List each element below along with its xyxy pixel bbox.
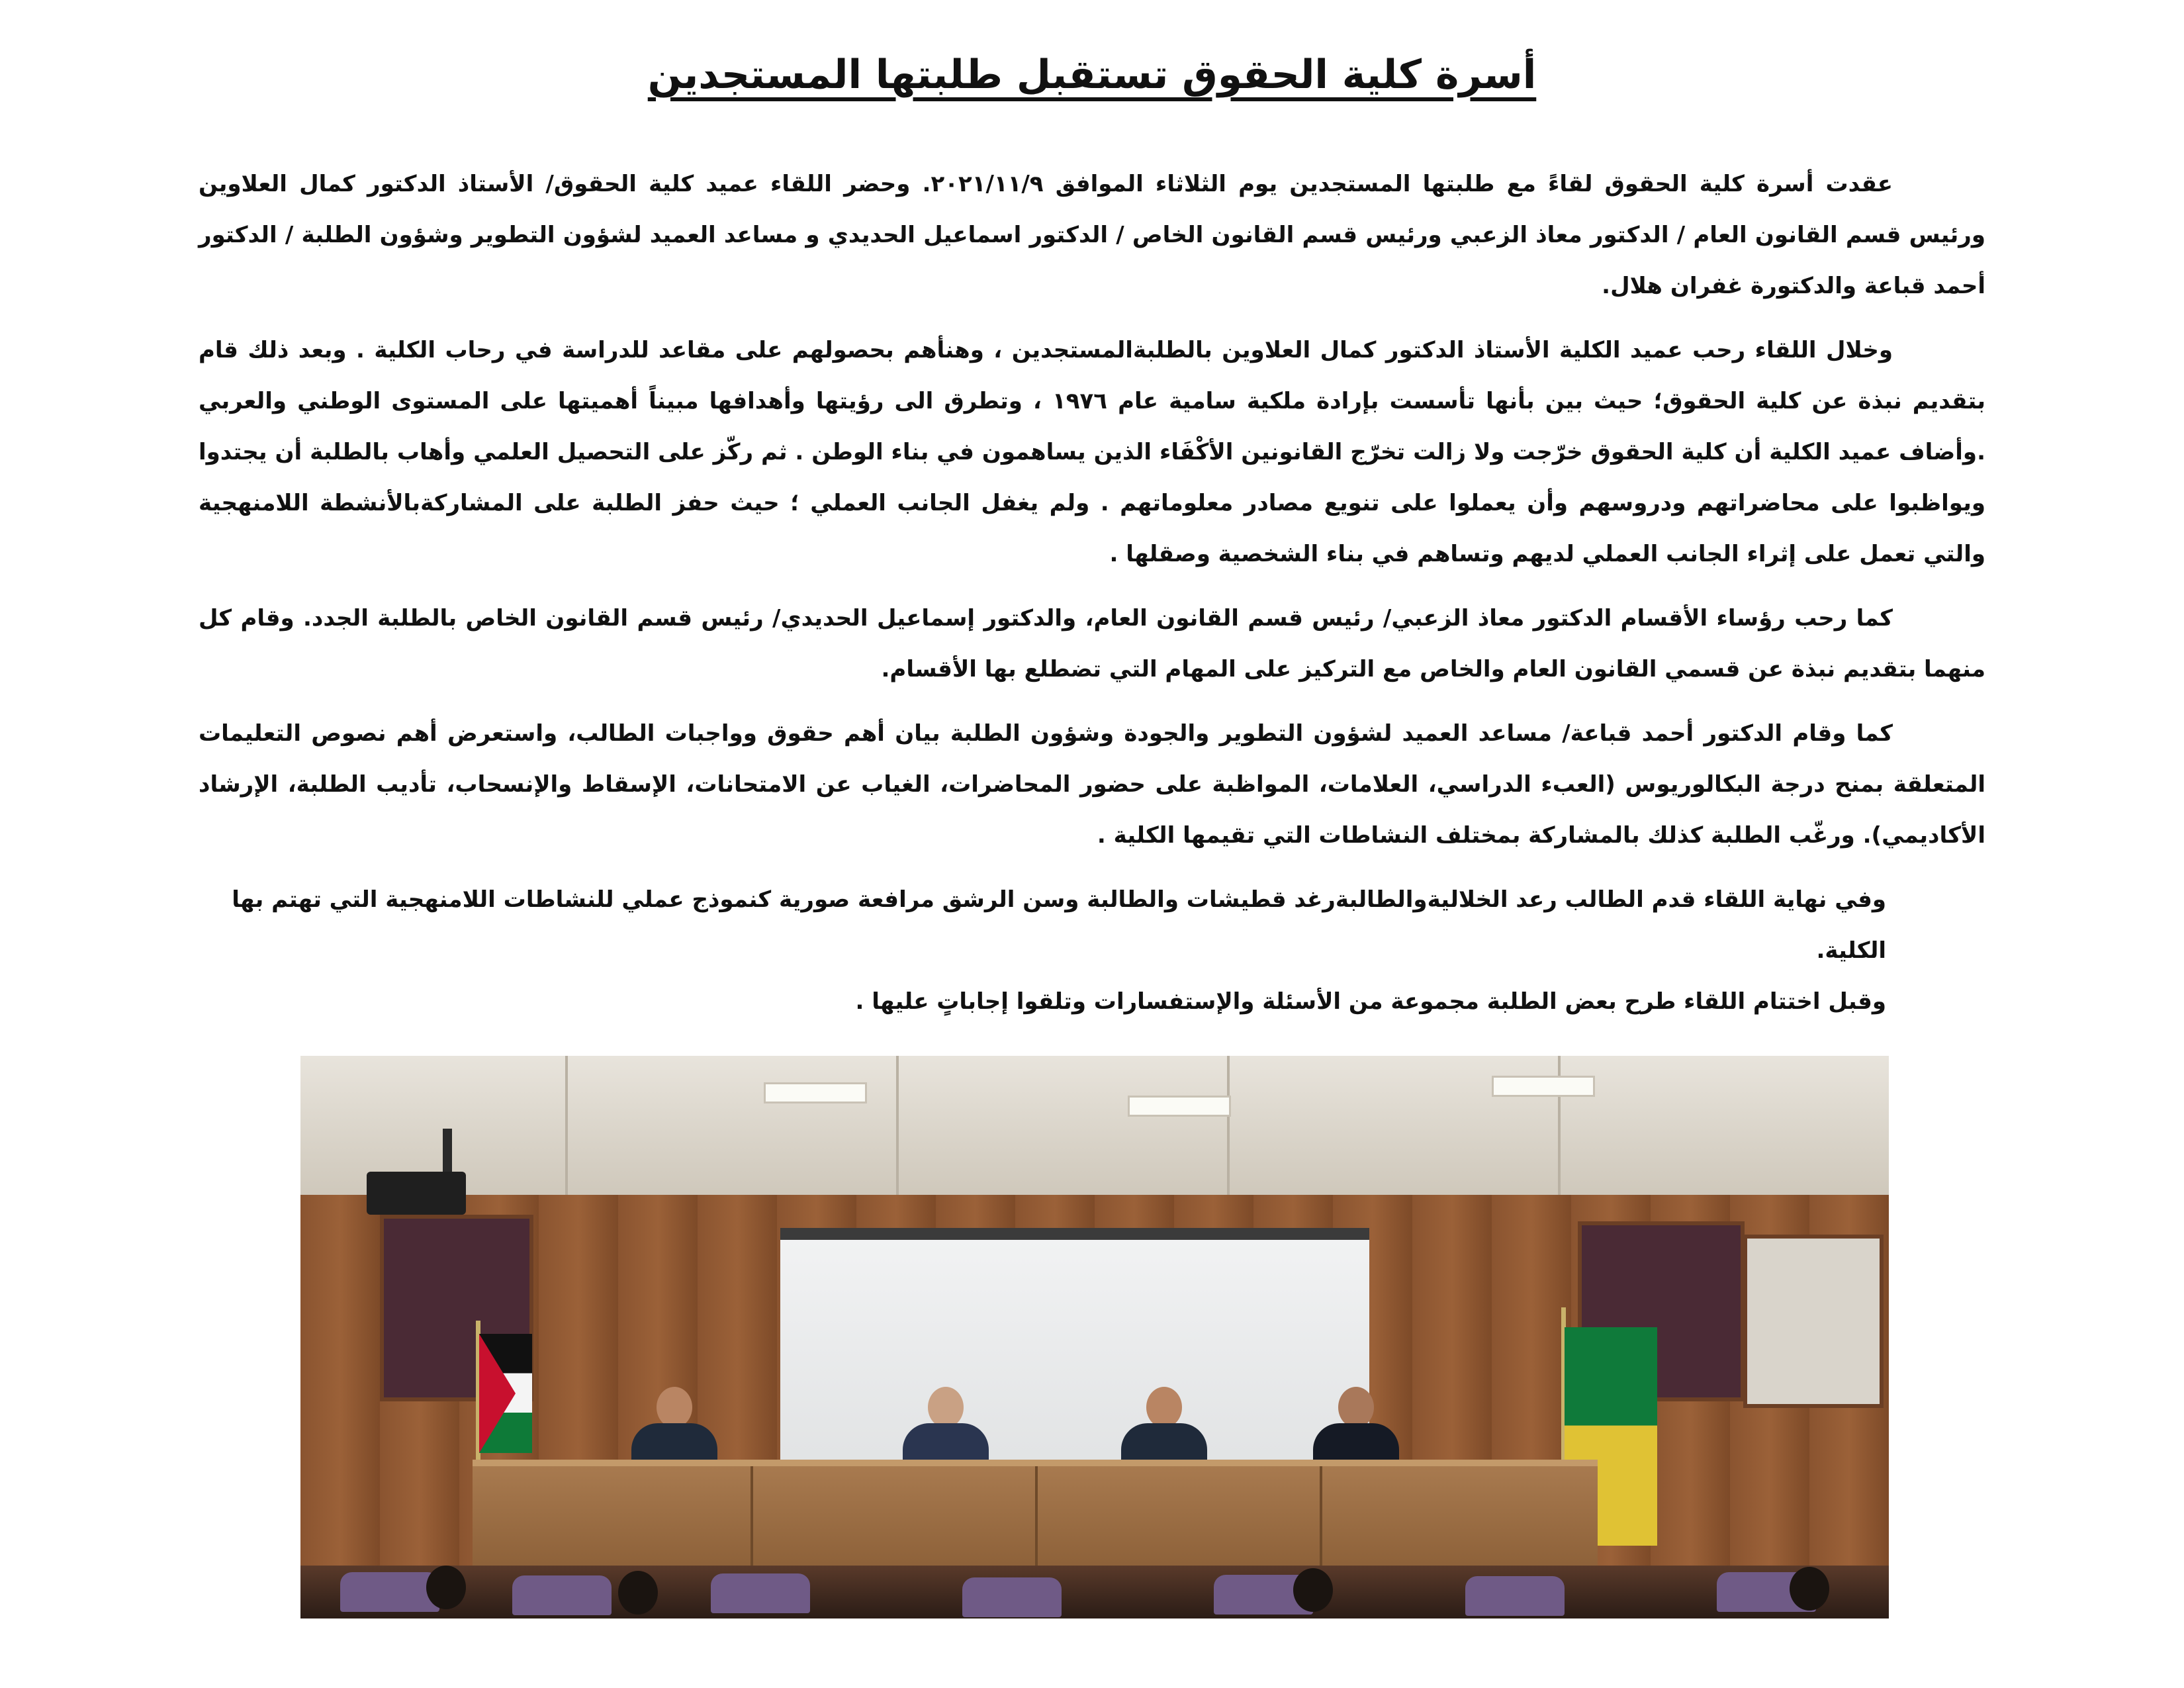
speaker-table [473, 1460, 1598, 1572]
photo-ceiling [300, 1056, 1889, 1195]
jordan-flag-icon [479, 1334, 532, 1453]
paragraph-questions: وقبل اختتام اللقاء طرح بعض الطلبة مجموعة من الأسئلة والإستفسارات وتلقوا إجاباتٍ عليها . [855, 988, 1886, 1015]
paragraph-department-heads: كما رحب رؤساء الأقسام الدكتور معاذ الزعبي/ رئيس قسم القانون العام، والدكتور إسماعيل الحديدي/ رئيس قسم القانون الخاص بالطلبة الجدد. وقام كل منهما بتقديم نبذة عن قسمي القانون العام والخاص مع التركيز على المهام التي تضطلع بها الأقسام. [199, 605, 1985, 682]
page-title: أسرة كلية الحقوق تستقبل طلبتها المستجدين [647, 52, 1537, 98]
paragraph-attendance: عقدت أسرة كلية الحقوق لقاءً مع طلبتها المستجدين يوم الثلاثاء الموافق ٢٠٢١/١١/٩. وحضر اللقاء عميد كلية الحقوق/ الأستاذ الدكتور كمال العلاوين ورئيس قسم القانون العام / الدكتور معاذ الزعبي ورئيس قسم القانون الخاص / الدكتور اسماعيل الحديدي و مساعد العميد لشؤون التطوير وشؤون الطلبة / الدكتور أحمد قباعة والدكتورة غفران هلال. [199, 171, 1985, 299]
paragraph-dean-welcome: وخلال اللقاء رحب عميد الكلية الأستاذ الدكتور كمال العلاوين بالطلبةالمستجدين ، وهنأهم بحصولهم على مقاعد للدراسة في رحاب الكلية . وبعد ذلك قام بتقديم نبذة عن كلية الحقوق؛ حيث بين بأنها تأسست بإرادة ملكية سامية عام ١٩٧٦ ، وتطرق الى رؤيتها وأهدافها مبيناً أهميتها على المستوى الوطني والعربي .وأضاف عميد الكلية أن كلية الحقوق خرّجت ولا زالت تخرّج القانونين الأكْفَاء الذين يساهمون في بناء الوطن . ثم ركّز على التحصيل العلمي وأهاب بالطلبة أن يجتدوا ويواظبوا على محاضراتهم ودروسهم وأن يعملوا على تنويع مصادر معلوماتهم . ولم يغفل الجانب العملي ؛ حيث حفز الطلبة على المشاركةبالأنشطة اللامنهجية والتي تعمل على إثراء الجانب العملي لديهم وتساهم في بناء الشخصية وصقلها . [199, 337, 1985, 567]
paragraph-student-affairs: كما وقام الدكتور أحمد قباعة/ مساعد العميد لشؤون التطوير والجودة وشؤون الطلبة بيان أهم حقوق وواجبات الطالب، واستعرض أهم نصوص التعليمات المتعلقة بمنح درجة البكالوريوس (العبء الدراسي، العلامات، المواظبة على حضور المحاضرات، الغياب عن الامتحانات، الإسقاط والإنسحاب، تأديب الطلبة، الإرشاد الأكاديمي). ورغّب الطلبة كذلك بالمشاركة بمختلف النشاطات التي تقيمها الكلية . [199, 720, 1985, 849]
paragraph-mock-trial: وفي نهاية اللقاء قدم الطالب رعد الخلاليةوالطالبةرغد قطيشات والطالبة وسن الرشق مرافعة صورية كنموذج عملي للنشاطات اللامنهجية التي تهتم بها الكلية. [232, 886, 1886, 964]
projector-icon [367, 1172, 466, 1215]
audience-floor [300, 1566, 1889, 1618]
article-body [199, 159, 1985, 1027]
event-photo [300, 1056, 1889, 1618]
